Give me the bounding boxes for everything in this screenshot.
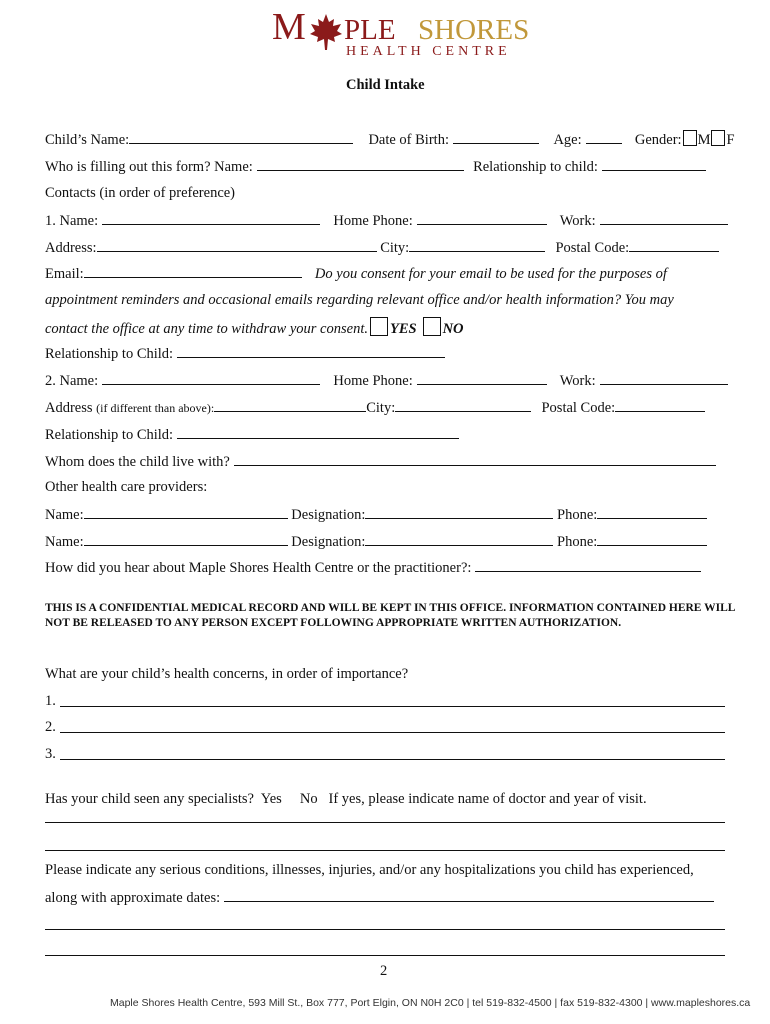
filler-relationship-label: Relationship to child: — [473, 159, 598, 175]
provider2-designation-field[interactable] — [365, 532, 553, 546]
contact2-city-label: City: — [366, 400, 396, 416]
logo-subtitle: HEALTH CENTRE — [346, 44, 511, 59]
contact2-name-label: 2. Name: — [45, 373, 99, 389]
form-filler-row — [45, 157, 706, 176]
consent-yes-label: YES — [389, 321, 417, 337]
provider2-name-label: Name: — [45, 534, 84, 550]
contact1-email-label: Email: — [45, 266, 84, 282]
age-field[interactable] — [586, 130, 622, 144]
contact1-relationship-field[interactable] — [177, 344, 445, 358]
page-title: Child Intake — [346, 77, 425, 93]
provider2-name-field[interactable] — [84, 532, 288, 546]
contacts-heading: Contacts (in order of preference) — [45, 185, 236, 201]
live-with-label: Whom does the child live with? — [45, 454, 230, 470]
concerns-question: What are your child’s health concerns, in order of importance? — [45, 666, 409, 682]
consent-no-checkbox[interactable] — [423, 317, 441, 336]
age-label: Age: — [553, 132, 582, 148]
contact2-name-field[interactable] — [102, 371, 320, 385]
email-consent-text: Do you consent for your email to be used for the purposes of — [314, 266, 667, 282]
filler-name-field[interactable] — [257, 157, 464, 171]
provider1-name-label: Name: — [45, 507, 84, 523]
conditions-question: Please indicate any serious conditions, illnesses, injuries, and/or any hospitalizations you child has experienced, — [45, 862, 694, 878]
logo-m: M — [272, 6, 306, 48]
contact2-address-label: Address — [45, 400, 93, 416]
child-name-field[interactable] — [129, 130, 353, 144]
contact1-email-field[interactable] — [84, 264, 302, 278]
consent-yes-checkbox[interactable] — [370, 317, 388, 336]
provider1-phone-field[interactable] — [597, 505, 707, 519]
conditions-field-2[interactable] — [45, 929, 725, 930]
contact1-relationship-row — [45, 344, 445, 363]
concern-item-3-label: 3. — [45, 746, 56, 762]
gender-f-label: F — [726, 132, 735, 148]
confidentiality-notice: THIS IS A CONFIDENTIAL MEDICAL RECORD AND WILL BE KEPT IN THIS OFFICE. INFORMATION CONTAINED HERE WILL NOT BE RELEASED TO ANY PERSON EXCEPT FOLLOWING APPROPRIATE WRITTEN AUTHORIZATION. — [45, 602, 735, 629]
contact1-email-row — [45, 264, 667, 283]
contact1-name-label: 1. Name: — [45, 213, 99, 229]
conditions-field-3[interactable] — [45, 955, 725, 956]
consent-no-label: NO — [442, 321, 464, 337]
provider2-row — [45, 532, 707, 551]
gender-f-checkbox[interactable] — [711, 130, 725, 146]
specialists-field-2[interactable] — [45, 850, 725, 851]
contact1-address-row — [45, 238, 719, 257]
provider2-phone-label: Phone: — [557, 534, 598, 550]
contact2-address-row — [45, 398, 705, 417]
contact2-postal-field[interactable] — [615, 398, 705, 412]
contact1-address-field[interactable] — [97, 238, 377, 252]
email-consent-row — [45, 317, 464, 338]
contact2-name-row — [45, 371, 728, 390]
hear-about-row — [45, 558, 701, 577]
contact1-name-field[interactable] — [102, 211, 320, 225]
concern-item-2-field[interactable] — [60, 732, 725, 733]
page-number: 2 — [380, 963, 388, 979]
hear-about-field[interactable] — [475, 558, 701, 572]
hear-about-label: How did you hear about Maple Shores Health Centre or the practitioner?: — [45, 560, 472, 576]
contact1-city-label: City: — [380, 240, 410, 256]
provider1-name-field[interactable] — [84, 505, 288, 519]
live-with-row — [45, 452, 716, 471]
concern-item-2-label: 2. — [45, 719, 56, 735]
gender-m-label: M — [697, 132, 711, 148]
provider1-designation-label: Designation: — [291, 507, 366, 523]
logo-shores: SHORES — [418, 14, 530, 46]
contact1-home-field[interactable] — [417, 211, 547, 225]
contact1-city-field[interactable] — [409, 238, 545, 252]
contact2-home-label: Home Phone: — [333, 373, 413, 389]
footer-contact: Maple Shores Health Centre, 593 Mill St., Box 777, Port Elgin, ON N0H 2C0 | tel 519-832-4500 | fax 519-832-4300 | www.mapleshores.ca — [110, 997, 751, 1009]
contact2-city-field[interactable] — [395, 398, 531, 412]
contact1-name-row — [45, 211, 728, 230]
gender-m-checkbox[interactable] — [683, 130, 697, 146]
contact1-relationship-label: Relationship to Child: — [45, 346, 174, 362]
logo — [272, 6, 532, 58]
contact2-relationship-field[interactable] — [177, 425, 459, 439]
maple-leaf-icon — [308, 12, 344, 57]
conditions-dates-label: along with approximate dates: — [45, 890, 221, 906]
contact1-postal-label: Postal Code: — [555, 240, 630, 256]
contact1-home-label: Home Phone: — [333, 213, 413, 229]
concern-item-1-field[interactable] — [60, 706, 725, 707]
provider2-designation-label: Designation: — [291, 534, 366, 550]
logo-ple: PLE — [344, 14, 396, 46]
provider1-row — [45, 505, 707, 524]
contact2-home-field[interactable] — [417, 371, 547, 385]
providers-heading: Other health care providers: — [45, 479, 208, 495]
contact2-work-label: Work: — [559, 373, 596, 389]
concern-item-3-field[interactable] — [60, 759, 725, 760]
dob-field[interactable] — [453, 130, 539, 144]
provider1-phone-label: Phone: — [557, 507, 598, 523]
gender-label: Gender: — [634, 132, 682, 148]
contact2-address-field[interactable] — [214, 398, 366, 412]
provider2-phone-field[interactable] — [597, 532, 707, 546]
conditions-field-1[interactable] — [224, 888, 714, 902]
contact2-address-note: (if different than above): — [96, 401, 215, 415]
dob-label: Date of Birth: — [368, 132, 449, 148]
contact2-relationship-row — [45, 425, 459, 444]
contact2-work-field[interactable] — [600, 371, 728, 385]
contact1-postal-field[interactable] — [629, 238, 719, 252]
contact1-work-label: Work: — [559, 213, 596, 229]
concern-item-1-label: 1. — [45, 693, 56, 709]
contact1-work-field[interactable] — [600, 211, 728, 225]
live-with-field[interactable] — [234, 452, 716, 466]
contact2-relationship-label: Relationship to Child: — [45, 427, 174, 443]
child-info-row — [45, 130, 735, 149]
conditions-row — [45, 888, 714, 907]
contact2-postal-label: Postal Code: — [541, 400, 616, 416]
filler-name-label: Who is filling out this form? Name: — [45, 159, 253, 175]
provider1-designation-field[interactable] — [365, 505, 553, 519]
email-consent-text-3: contact the office at any time to withdraw your consent. — [45, 321, 368, 337]
specialists-field-1[interactable] — [45, 822, 725, 823]
filler-relationship-field[interactable] — [602, 157, 706, 171]
child-name-label: Child’s Name: — [45, 132, 130, 148]
specialists-question: Has your child seen any specialists? Yes No If yes, please indicate name of doctor and year of visit. — [45, 791, 647, 807]
contact1-address-label: Address: — [45, 240, 97, 256]
email-consent-text-2: appointment reminders and occasional emails regarding relevant office and/or health information? You may — [45, 292, 674, 308]
